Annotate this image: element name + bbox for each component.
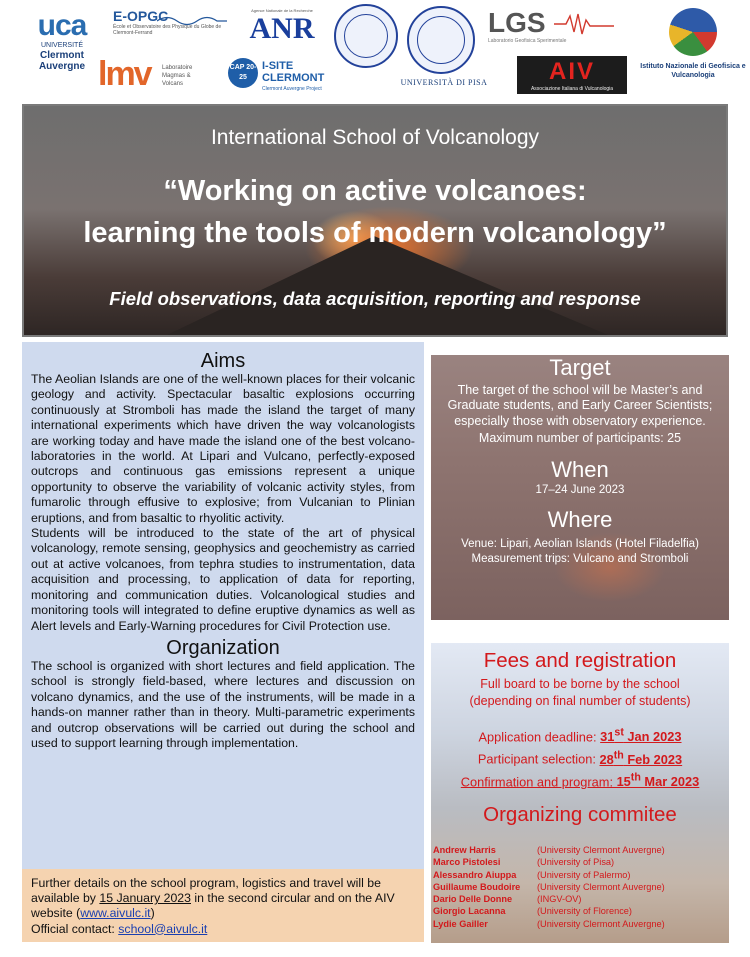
- further-details-box: [22, 869, 424, 942]
- committee-member-name: Guillaume Boudoire: [433, 881, 521, 892]
- aiv-sub: Associazione Italiana di Vulcanologia: [530, 86, 614, 92]
- confirmation-program-label: Confirmation and program:: [460, 773, 617, 789]
- committee-member: [433, 881, 729, 893]
- lmv-mark: lmv: [98, 55, 151, 93]
- uca-mark: uca: [37, 9, 87, 42]
- committee-member-name: Giorgio Lacanna: [433, 906, 506, 917]
- participant-selection-sup: th: [613, 749, 624, 762]
- committee-member-name: Dario Delle Donne: [433, 894, 513, 905]
- hero-tagline: Field observations, data acquisition, reporting and response: [109, 288, 641, 309]
- participant-selection-label: Participant selection:: [477, 751, 600, 767]
- participant-selection-day: 28: [599, 751, 614, 767]
- committee-member: [433, 869, 729, 881]
- further-text-1: Further details on the school program, logistics and travel will be available by: [31, 876, 381, 906]
- fees-board: [431, 676, 729, 710]
- fees-panel: [431, 643, 729, 943]
- where-trips: Measurement trips: Vulcano and Stromboli: [471, 552, 689, 565]
- eopgc-sub: École et Observatoire des Physique du Globe de Clermont-Ferrand: [113, 24, 222, 36]
- uca-line3: Auvergne: [38, 61, 86, 72]
- committee-member-affiliation: (University of Florence): [537, 906, 632, 917]
- isite-line2: CLERMONT: [262, 72, 325, 84]
- anr-sub: Agence Nationale de la Recherche: [251, 8, 313, 13]
- uca-line1: UNIVERSITÉ: [40, 42, 83, 49]
- further-text-2: in the second circular and on the AIV website (: [31, 891, 395, 921]
- aiv-website-link[interactable]: www.aivulc.it: [80, 906, 151, 921]
- hero-banner: [22, 104, 728, 337]
- hero-title: [24, 170, 726, 254]
- target-heading: Target: [549, 355, 611, 380]
- hero-subtitle: International School of Volcanology: [210, 126, 540, 149]
- contact-label: Official contact:: [31, 921, 119, 936]
- when-heading: When: [551, 456, 609, 482]
- ingv-logo: [637, 8, 749, 98]
- committee-list: [433, 844, 729, 930]
- committee-member-name: Marco Pistolesi: [433, 857, 501, 868]
- uca-line2: Clermont: [40, 50, 84, 61]
- organization-paragraph: The school is organized with short lectures and field application. The school is strongly field-based, where lectures and discussion on volcano dynamics, and the use of the instruments, will be made in a hands-on manner rather than in theory. Multi-parametric experiments and outcrop observations will be carried out during the school and used to support learning through implementation.: [31, 658, 415, 750]
- eopgc-name: E-OPGC: [113, 8, 169, 24]
- fees-heading: Fees and registration: [483, 649, 677, 672]
- participant-selection: [431, 746, 729, 768]
- aims-panel: [22, 342, 424, 869]
- confirmation-program-rest: Mar 2023: [640, 773, 700, 789]
- hero-title-line2: learning the tools of modern volcanology”: [83, 217, 667, 249]
- application-deadline-day: 31: [600, 729, 615, 745]
- aims-paragraph-1: The Aeolian Islands are one of the well-known places for their volcanic geology and activity. Spectacular basaltic explosions occurring continuously at Stromboli has made the island the target of many international experiments which have driven the way volcanologists are working today and have made the island one of the best volcano-laboratories in the world. At Lipari and Vulcano, perfectly-exposed outcrops and continuous gas emissions represent a unique opportunity to observe the variability of volcanic activity styles, from fumarolic through effusive to explosive; from Vulcanian to Plinian eruptions, and from basaltic to rhyolitic activity.: [31, 372, 415, 525]
- committee-member: [433, 856, 729, 868]
- confirmation-program-sup: th: [630, 771, 641, 784]
- where-venue: Venue: Lipari, Aeolian Islands (Hotel Filadelfia): [461, 537, 699, 550]
- committee-heading: Organizing commitee: [483, 802, 677, 826]
- fees-board-line1: Full board to be borne by the school: [480, 677, 680, 691]
- lmv-logo: [98, 56, 208, 96]
- aiv-logo: [517, 56, 627, 94]
- where-heading: Where: [547, 506, 613, 532]
- pisa-name: UNIVERSITÀ DI PISA: [400, 78, 488, 87]
- application-deadline-sup: st: [614, 727, 624, 739]
- uca-logo: [32, 10, 92, 90]
- committee-member-affiliation: (University of Pisa): [537, 857, 615, 868]
- confirmation-program: [431, 769, 729, 791]
- lgs-name: LGS: [488, 7, 546, 38]
- contact-email-link[interactable]: school@aivulc.it: [118, 921, 208, 936]
- pisa-seal-icon: [407, 6, 475, 74]
- target-text: The target of the school will be Master’s and Graduate students, and Early Career Scientists; especially those with observatory experience.: [447, 383, 713, 428]
- application-deadline-rest: Jan 2023: [623, 729, 682, 745]
- when-dates: 17–24 June 2023: [535, 483, 625, 496]
- committee-member-affiliation: (University Clermont Auvergne): [537, 881, 665, 892]
- deadlines: [431, 724, 729, 791]
- application-deadline: [431, 724, 729, 746]
- eopgc-logo: [113, 8, 233, 52]
- target-max: Maximum number of participants: 25: [478, 431, 682, 446]
- committee-member: [433, 893, 729, 905]
- hero-title-line1: “Working on active volcanoes:: [163, 175, 587, 207]
- organization-heading: Organization: [166, 636, 280, 659]
- isite-sub: Clermont Auvergne Project: [262, 86, 322, 92]
- committee-member-affiliation: (INGV-OV): [537, 894, 582, 905]
- cap-badge: CAP 20-25: [228, 58, 258, 88]
- aims-heading: Aims: [200, 350, 246, 372]
- committee-member-name: Lydie Gailler: [433, 918, 488, 929]
- committee-member-name: Alessandro Aiuppa: [433, 869, 517, 880]
- eopgc-wave-icon: [157, 14, 227, 28]
- anr-logo: [244, 8, 320, 48]
- university-seal-icon: [334, 4, 398, 68]
- target-panel: [431, 355, 729, 620]
- application-deadline-label: Application deadline:: [478, 729, 601, 745]
- lgs-logo: [488, 8, 626, 52]
- logo-strip: [0, 0, 750, 104]
- anr-name: ANR: [249, 12, 315, 45]
- isite-logo: [228, 58, 338, 98]
- committee-member: [433, 905, 729, 917]
- confirmation-program-day: 15: [616, 773, 631, 789]
- aims-paragraph-2: Students will be introduced to the state of the art of physical volcanology, remote sensing, geophysics and geochemistry as carried out at active volcanoes, from tephra studies to instrumentation, data acquisition and processing, to application of data for reporting, monitoring and communication duties. Volcanological studies and monitoring tools will integrated to define eruptive dynamics as well as Alert levels and Early-Warning procedures for Civil Protection use.: [31, 526, 415, 633]
- committee-member-affiliation: (University Clermont Auvergne): [537, 918, 665, 929]
- ingv-name: Istituto Nazionale di Geofisica e Vulcanologia: [640, 63, 746, 79]
- lmv-sub: Laboratoire Magmas & Volcans: [162, 65, 193, 87]
- fees-board-line2: (depending on final number of students): [469, 694, 691, 708]
- participant-selection-rest: Feb 2023: [623, 751, 683, 767]
- lgs-sub: Laboratorio Geofisica Sperimentale: [488, 38, 567, 44]
- committee-member-affiliation: (University of Palermo): [537, 869, 631, 880]
- aiv-name: AIV: [548, 58, 595, 85]
- globe-icon: [669, 8, 717, 56]
- committee-member: [433, 844, 729, 856]
- isite-line1: I-SITE: [262, 60, 294, 72]
- committee-member-name: Andrew Harris: [433, 845, 496, 855]
- committee-member: [433, 918, 729, 930]
- seismogram-icon: [554, 12, 614, 36]
- further-text-3: ): [150, 906, 155, 921]
- further-date: 15 January 2023: [99, 891, 191, 906]
- committee-member-affiliation: (University Clermont Auvergne): [537, 845, 665, 855]
